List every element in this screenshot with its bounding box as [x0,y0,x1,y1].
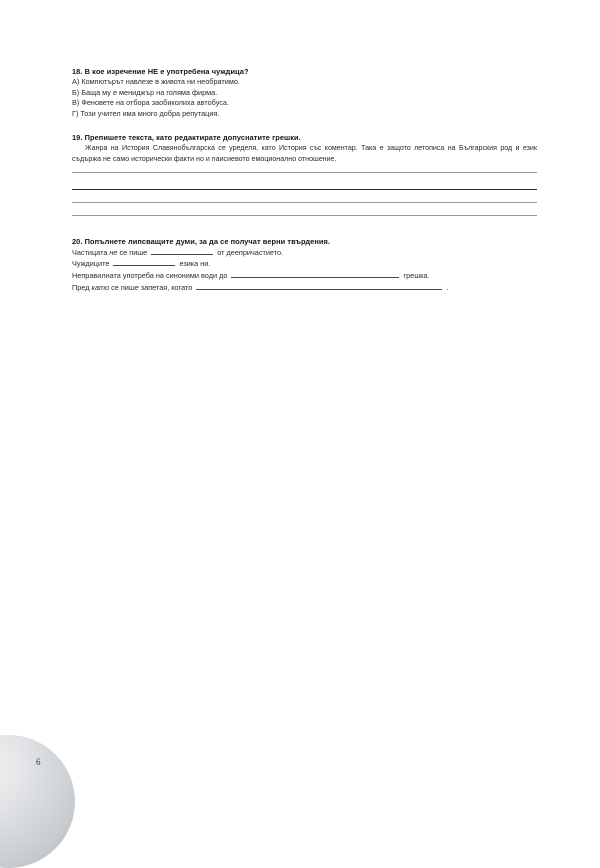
statement-1-text-middle: се пише [117,247,150,257]
question-18-title: 18. В кое изречение НЕ е употребена чуждица? [72,67,249,76]
question-18-option-a: А) Компютърът навлезе в живота ни необратимо. [72,77,240,87]
page-number: 6 [36,757,41,767]
answer-line-2[interactable] [72,189,537,190]
statement-3-text-after: грешка. [401,270,430,280]
question-19-answer-lines [72,172,537,220]
statement-1-text-before: Частицата [72,247,110,257]
page-number-bubble [0,735,75,868]
statement-2-blank[interactable] [113,258,175,266]
statement-4-text-middle: се пише запетая, когато [109,282,195,292]
answer-line-1[interactable] [72,172,537,173]
statement-4-text-before: Пред [72,282,92,292]
question-19-paragraph-text: Жанра на История Славянобългарска се уределя, като История със коментар. Така е защото летописа на Българския род и език съдържа не само исторически факти но и паисиевото емоционално отношение. [72,143,537,163]
statement-1-text-after: от деепричастието. [215,247,284,257]
question-20-statement-1 [72,247,537,259]
statement-4-blank[interactable] [196,282,442,290]
statement-2-text-after: езика ни. [177,259,211,269]
question-19-title: 19. Препишете текста, като редактирате допуснатите грешки. [72,132,301,142]
question-20-statement-3 [72,270,537,282]
statement-4-italic-word: като [91,282,110,292]
question-20 [72,236,537,294]
answer-line-3[interactable] [72,202,537,203]
question-20-title: 20. Попълнете липсващите думи, за да се получат верни твърдения. [72,236,330,246]
page-content [72,66,537,293]
question-18-option-c: В) Феновете на отбора заобиколиха автобуса. [72,98,229,108]
question-18-option-b: Б) Баща му е мениджър на голяма фирма. [72,87,218,97]
statement-1-blank[interactable] [151,247,213,255]
question-18-option-d: Г) Този учител има много добра репутация. [72,108,220,118]
question-20-statement-2 [72,258,537,270]
answer-line-4[interactable] [72,215,537,216]
statement-3-blank[interactable] [231,270,399,278]
question-19-paragraph [72,143,537,165]
statement-1-italic-word: не [109,247,118,257]
statement-2-text-before: Чуждиците [72,259,112,269]
statement-3-text-before: Неправилната употреба на синоними води до [72,270,230,280]
question-18 [72,66,537,120]
question-20-statement-4 [72,282,537,294]
statement-4-text-after: . [444,282,449,292]
question-19 [72,132,537,220]
